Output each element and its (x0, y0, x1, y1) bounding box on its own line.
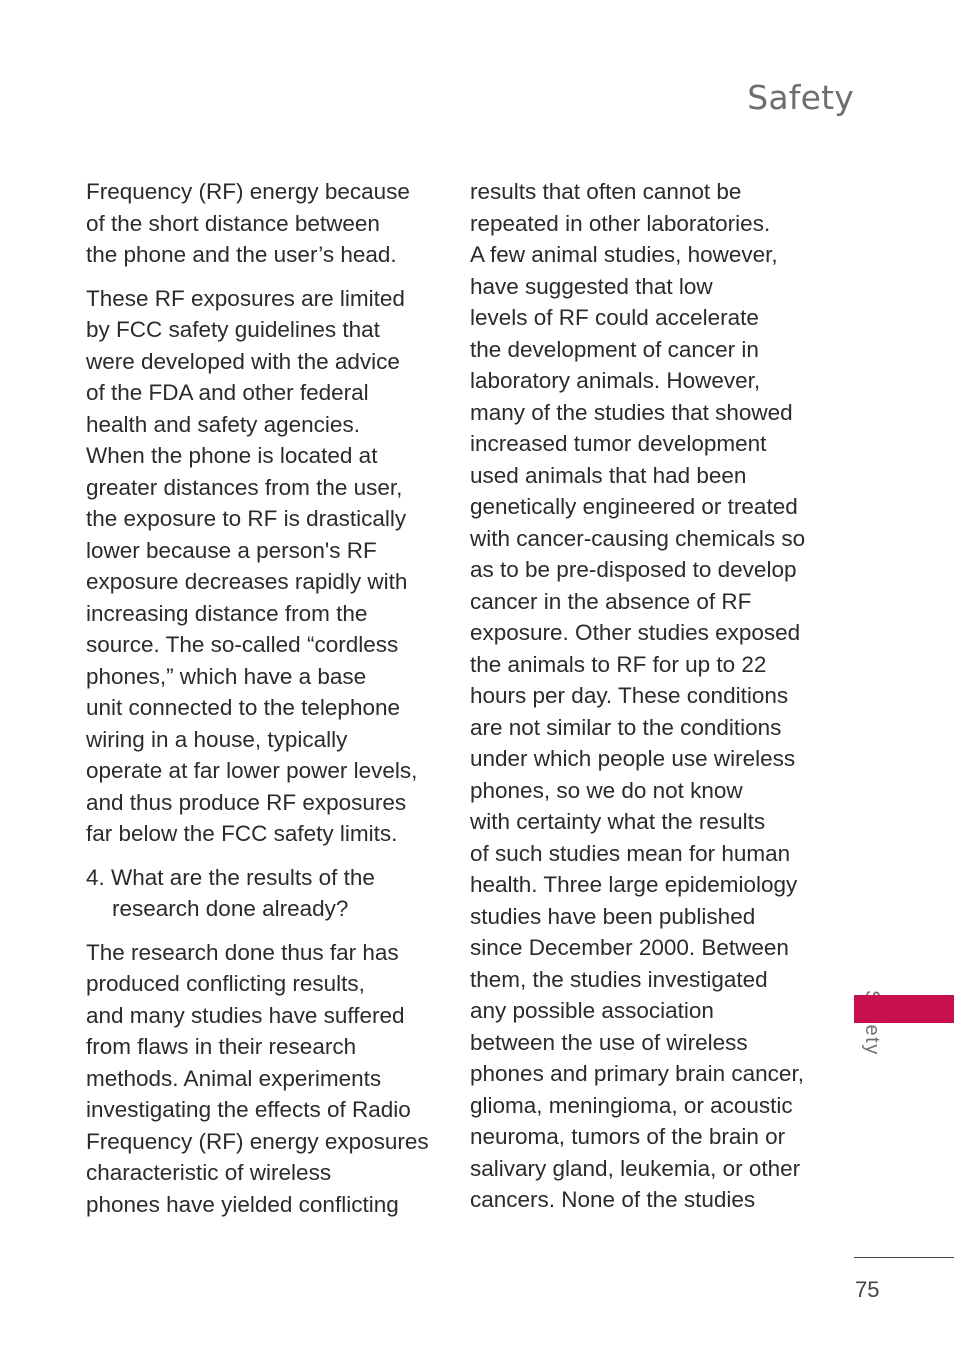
text-line: Frequency (RF) energy exposures (86, 1128, 429, 1154)
text-line: glioma, meningioma, or acoustic (470, 1092, 793, 1118)
text-line: are not similar to the conditions (470, 714, 782, 740)
text-line: produced conflicting results, (86, 971, 365, 996)
question-line: research done already? (112, 896, 349, 921)
text-line: phones and primary brain cancer, (470, 1061, 804, 1086)
footer-divider (854, 1257, 954, 1258)
text-line: A few animal studies, however, (470, 242, 778, 267)
text-line: have suggested that low (470, 273, 713, 299)
left-column (86, 176, 446, 1232)
text-line: Frequency (RF) energy because (86, 179, 410, 204)
text-line: as to be pre-disposed to develop (470, 557, 797, 582)
text-line: exposure. Other studies exposed (470, 620, 801, 645)
text-line: of the short distance between (86, 210, 380, 236)
text-line: health and safety agencies. (86, 411, 360, 437)
text-line: the development of cancer in (470, 336, 759, 362)
text-line: greater distances from the user, (86, 474, 403, 500)
right-column (470, 176, 830, 1228)
text-line: many of the studies that showed (470, 399, 793, 425)
text-line: characteristic of wireless (86, 1160, 332, 1185)
text-line: neuroma, tumors of the brain or (470, 1124, 786, 1149)
text-line: from flaws in their research (86, 1034, 357, 1059)
text-line: used animals that had been (470, 462, 747, 488)
text-line: them, the studies investigated (470, 966, 768, 992)
text-line: the animals to RF for up to 22 (470, 651, 767, 677)
text-line: methods. Animal experiments (86, 1065, 382, 1091)
text-line: increased tumor development (470, 431, 767, 456)
side-tab-marker (854, 995, 954, 1023)
page-number: 75 (855, 1277, 880, 1302)
text-line: lower because a person's RF (86, 537, 377, 563)
text-line: with certainty what the results (470, 809, 766, 834)
paragraph-3 (86, 937, 446, 1221)
text-line: of the FDA and other federal (86, 380, 369, 405)
text-line: increasing distance from the (86, 600, 368, 626)
text-line: results that often cannot be (470, 179, 742, 204)
page-title: Safety (747, 78, 854, 117)
text-line: under which people use wireless (470, 746, 796, 771)
paragraph-2 (86, 283, 446, 850)
text-line: by FCC safety guidelines that (86, 317, 380, 342)
text-line: the exposure to RF is drastically (86, 506, 407, 531)
text-line: since December 2000. Between (470, 935, 789, 960)
section-question (86, 862, 446, 925)
text-line: laboratory animals. However, (470, 368, 761, 393)
text-line: salivary gland, leukemia, or other (470, 1155, 801, 1181)
text-line: wiring in a house, typically (86, 726, 348, 752)
text-line: and thus produce RF exposures (86, 789, 407, 815)
text-line: source. The so-called “cordless (86, 632, 399, 657)
question-line: 4. What are the results of the (86, 864, 375, 890)
text-line: operate at far lower power levels, (86, 758, 418, 783)
text-line: investigating the effects of Radio (86, 1097, 411, 1122)
text-line: the phone and the user’s head. (86, 242, 397, 267)
text-line: health. Three large epidemiology (470, 872, 798, 897)
text-line: and many studies have suffered (86, 1002, 405, 1028)
text-line: were developed with the advice (86, 348, 400, 374)
text-line: between the use of wireless (470, 1029, 748, 1055)
paragraph-4 (470, 176, 830, 1216)
paragraph-1 (86, 176, 446, 271)
text-line: cancers. None of the studies (470, 1187, 756, 1212)
text-line: When the phone is located at (86, 443, 378, 468)
text-line: of such studies mean for human (470, 840, 791, 866)
text-line: with cancer-causing chemicals so (470, 525, 806, 551)
text-line: phones, so we do not know (470, 777, 743, 803)
text-line: studies have been published (470, 903, 756, 929)
text-line: repeated in other laboratories. (470, 210, 771, 236)
text-line: phones,” which have a base (86, 663, 367, 689)
text-line: cancer in the absence of RF (470, 588, 752, 614)
text-line: far below the FCC safety limits. (86, 821, 398, 846)
text-line: any possible association (470, 998, 714, 1023)
text-line: These RF exposures are limited (86, 285, 405, 311)
text-line: phones have yielded conflicting (86, 1191, 399, 1217)
text-line: The research done thus far has (86, 939, 399, 965)
text-line: exposure decreases rapidly with (86, 569, 408, 594)
text-line: hours per day. These conditions (470, 683, 789, 708)
text-line: unit connected to the telephone (86, 695, 401, 720)
text-line: levels of RF could accelerate (470, 305, 759, 330)
text-line: genetically engineered or treated (470, 494, 798, 519)
